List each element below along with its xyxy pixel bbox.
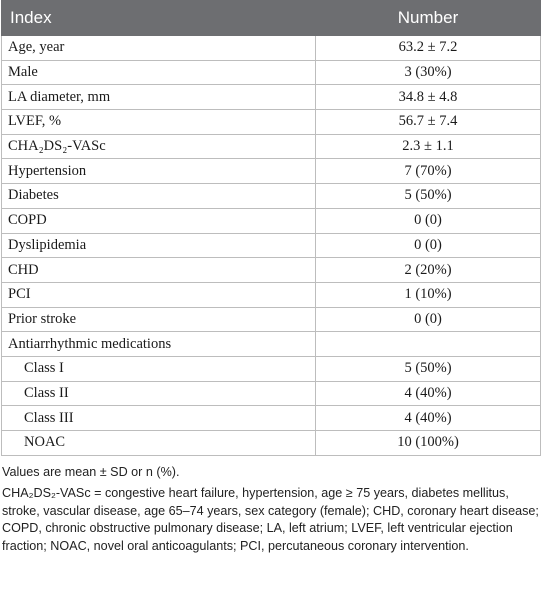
row-value: 4 (40%) (316, 406, 541, 431)
row-label: Prior stroke (2, 307, 316, 332)
row-value: 2 (20%) (316, 258, 541, 283)
row-value: 3 (30%) (316, 60, 541, 85)
table-row (2, 381, 541, 406)
row-value: 63.2 ± 7.2 (316, 36, 541, 61)
row-label: Class II (2, 381, 316, 406)
row-value: 34.8 ± 4.8 (316, 85, 541, 110)
table-row (2, 60, 541, 85)
row-label: Male (2, 60, 316, 85)
row-label: LA diameter, mm (2, 85, 316, 110)
table-row (2, 307, 541, 332)
row-label: COPD (2, 208, 316, 233)
table-row (2, 233, 541, 258)
table-row (2, 184, 541, 209)
baseline-characteristics-table (1, 0, 541, 456)
table-row (2, 134, 541, 159)
table-row (2, 356, 541, 381)
table-row (2, 159, 541, 184)
table-row (2, 406, 541, 431)
row-label: Antiarrhythmic medications (2, 332, 316, 357)
row-label: Dyslipidemia (2, 233, 316, 258)
row-label: PCI (2, 282, 316, 307)
footnote-values-note: Values are mean ± SD or n (%). (2, 464, 180, 479)
column-header-number: Number (316, 1, 541, 36)
row-value: 4 (40%) (316, 381, 541, 406)
table-row (2, 282, 541, 307)
table-row (2, 85, 541, 110)
row-value: 0 (0) (316, 208, 541, 233)
table-row (2, 36, 541, 61)
row-value: 5 (50%) (316, 356, 541, 381)
row-label: Age, year (2, 36, 316, 61)
footnote-abbreviations: CHA₂DS₂-VASc = congestive heart failure, hypertension, age ≥ 75 years, diabetes mellitus, stroke, vascular disease, age 65–74 years, sex category (female); CHD, coronary heart disease; COPD, chronic obstructive pulmonary disease; LA, left atrium; LVEF, left ventricular ejection fraction; NOAC, novel oral anticoagulants; PCI, percutaneous coronary intervention. (2, 486, 539, 553)
table-footnotes (0, 456, 542, 556)
row-label: Diabetes (2, 184, 316, 209)
row-value: 0 (0) (316, 307, 541, 332)
row-value: 1 (10%) (316, 282, 541, 307)
table-row (2, 332, 541, 357)
table-row (2, 208, 541, 233)
table-row (2, 258, 541, 283)
table-row (2, 110, 541, 135)
header-row (2, 1, 541, 36)
row-label: CHA₂DS₂-VASc (2, 134, 316, 159)
table-row (2, 431, 541, 456)
row-value: 7 (70%) (316, 159, 541, 184)
row-value (316, 332, 541, 357)
row-value: 56.7 ± 7.4 (316, 110, 541, 135)
row-label: Class I (2, 356, 316, 381)
row-label: Class III (2, 406, 316, 431)
row-label: LVEF, % (2, 110, 316, 135)
row-value: 5 (50%) (316, 184, 541, 209)
row-label: NOAC (2, 431, 316, 456)
row-value: 0 (0) (316, 233, 541, 258)
column-header-index: Index (2, 1, 316, 36)
row-value: 2.3 ± 1.1 (316, 134, 541, 159)
row-label: CHD (2, 258, 316, 283)
row-value: 10 (100%) (316, 431, 541, 456)
row-label: Hypertension (2, 159, 316, 184)
